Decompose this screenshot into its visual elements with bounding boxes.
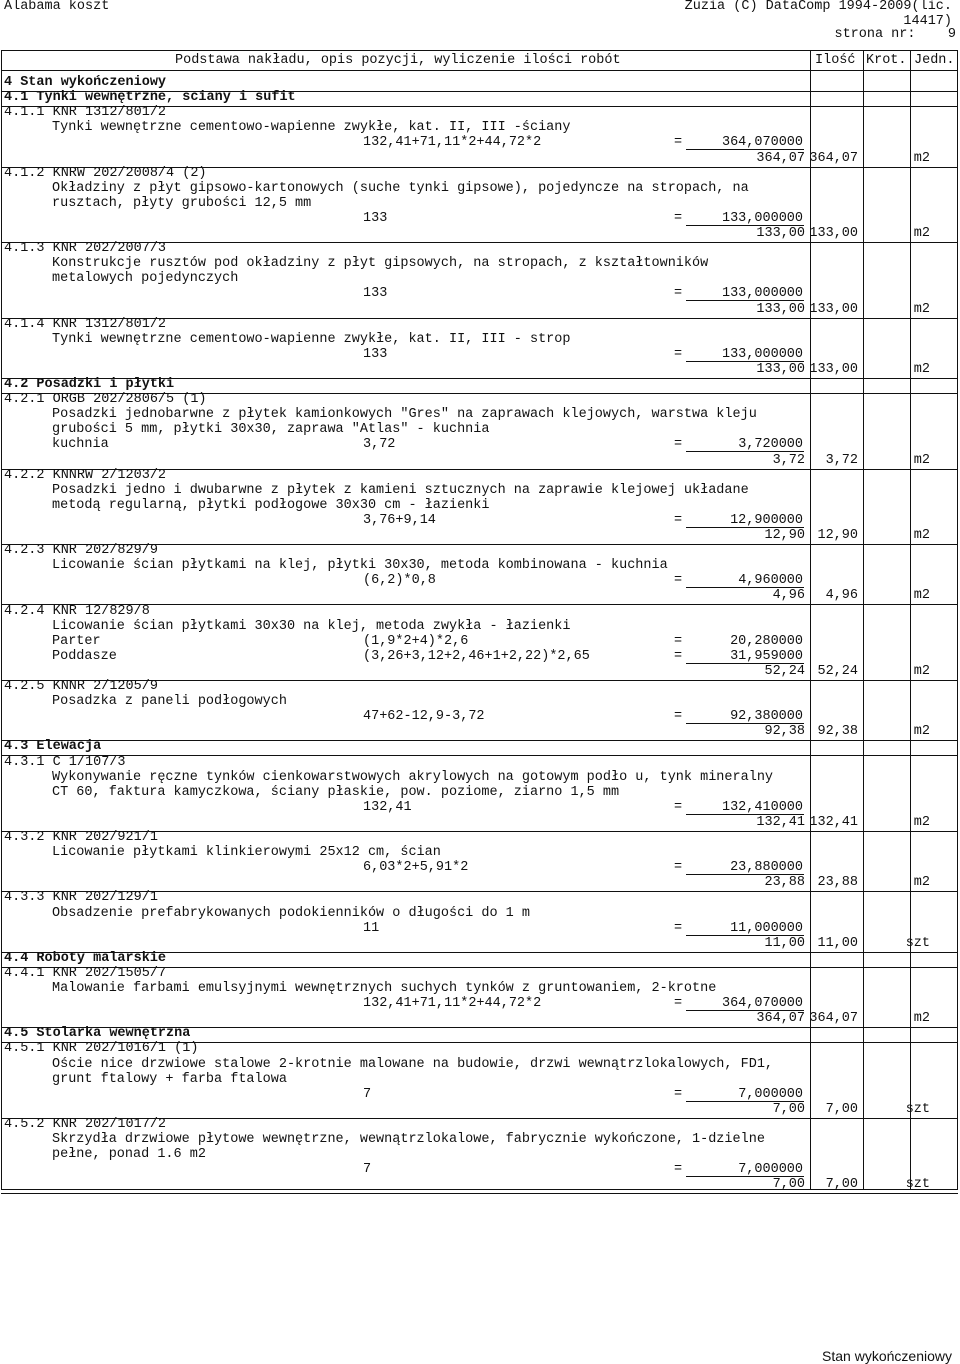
calc-equals: =	[674, 860, 683, 876]
sum-quantity: 132,41	[756, 814, 805, 830]
calc-expression: (3,26+3,12+2,46+1+2,22)*2,65	[363, 648, 590, 664]
sum-quantity: 133,00	[756, 226, 805, 241]
sum-quantity: 133,00	[756, 301, 805, 317]
position-code: 4.4.1 KNR 202/1505/7	[4, 965, 167, 981]
calc-equals: =	[674, 135, 683, 151]
position-code: 4.1.1 KNR 1312/801/2	[4, 105, 167, 121]
sum-unit: szt	[905, 935, 930, 951]
position-code: 4.1.4 KNR 1312/801/2	[4, 316, 167, 332]
calc-equals: =	[674, 210, 683, 226]
column-divider-krot	[863, 50, 864, 1190]
calc-value: 364,070000	[721, 135, 803, 151]
sum-multiplier: 364,07	[809, 1011, 858, 1027]
position-description: Licowanie płytkami klinkierowymi 25x12 cm, ścian	[52, 845, 441, 861]
sum-quantity: 12,90	[764, 528, 805, 543]
column-header-description: Podstawa nakładu, opis pozycji, wyliczenie ilości robót	[175, 53, 621, 68]
sum-multiplier: 12,90	[817, 528, 858, 543]
sum-unit: szt	[905, 1177, 930, 1193]
section-title: 4.3 Elewacja	[4, 739, 102, 755]
calc-equals: =	[674, 346, 683, 362]
sum-unit: m2	[913, 301, 930, 317]
section-title: 4.2 Posadzki i płytki	[4, 377, 175, 392]
calc-expression: 11	[363, 920, 380, 936]
section-divider	[1, 755, 958, 756]
document-header-license: 14417)	[903, 14, 952, 29]
footer-chapter-name: Stan wykończeniowy	[822, 1348, 952, 1364]
calc-expression: 132,41+71,11*2+44,72*2	[363, 996, 542, 1012]
sum-multiplier: 133,00	[809, 361, 858, 377]
column-divider-jedn	[910, 50, 911, 1190]
section-title: 4.1 Tynki wewnętrzne, sciany i sufit	[4, 90, 296, 106]
calc-value: 364,070000	[721, 996, 803, 1012]
position-description: rusztach, płyty grubości 12,5 mm	[52, 195, 312, 211]
sum-unit: m2	[913, 361, 930, 377]
position-description: metalowych pojedynczych	[52, 271, 239, 287]
position-code: 4.3.2 KNR 202/921/1	[4, 830, 158, 845]
position-description: grubości 5 mm, płytki 30x30, zaprawa "Atlas" - kuchnia	[52, 422, 490, 438]
sum-multiplier: 7,00	[825, 1177, 858, 1193]
calc-expression: 7	[363, 1086, 372, 1102]
sum-multiplier: 23,88	[817, 875, 858, 891]
position-description: Obsadzenie prefabrykowanych podokienników o długości do 1 m	[52, 905, 530, 921]
position-code: 4.3.3 KNR 202/129/1	[4, 890, 158, 906]
position-code: 4.2.3 KNR 202/829/9	[4, 543, 158, 559]
document-header-software: Zuzia (C) DataComp 1994-2009(lic.	[684, 0, 952, 14]
calc-label: Poddasze	[52, 648, 117, 664]
position-description: Posadzki jednobarwne z płytek kamionkowych "Gres" na zaprawach klejowych, warstwa kleju	[52, 407, 757, 423]
calc-value: 133,000000	[721, 346, 803, 362]
sum-quantity: 11,00	[764, 935, 805, 951]
position-description: pełne, ponad 1.6 m2	[52, 1147, 206, 1163]
column-header-krot: Krot.	[866, 53, 907, 68]
calc-equals: =	[674, 648, 683, 664]
position-code: 4.2.1 ORGB 202/2806/5 (1)	[4, 392, 207, 408]
position-description: Okładziny z płyt gipsowo-kartonowych (suche tynki gipsowe), pojedyncze na stropach, na	[52, 180, 749, 196]
sum-unit: m2	[913, 528, 930, 543]
calc-expression: (6,2)*0,8	[363, 573, 436, 589]
calc-expression: 132,41	[363, 799, 412, 815]
calc-expression: 47+62-12,9-3,72	[363, 709, 485, 725]
position-code: 4.1.3 KNR 202/2007/3	[4, 241, 167, 257]
position-description: Konstrukcje rusztów pod okładziny z płyt gipsowych, na stropach, z kształtowników	[52, 256, 709, 272]
sum-quantity: 4,96	[772, 588, 805, 604]
position-description: grunt ftalowy + farba ftalowa	[52, 1071, 287, 1087]
calc-value: 133,000000	[721, 210, 803, 226]
document-header-left: Alabama koszt	[4, 0, 110, 14]
calc-expression: 3,76+9,14	[363, 512, 436, 528]
sum-quantity: 364,07	[756, 150, 805, 166]
calc-expression: 3,72	[363, 437, 396, 453]
sum-unit: m2	[913, 150, 930, 166]
sum-multiplier: 92,38	[817, 724, 858, 740]
calc-value: 12,900000	[730, 512, 803, 528]
position-description: Licowanie ścian płytkami 30x30 na klej, metoda zwykła - łazienki	[52, 618, 571, 634]
position-description: Licowanie ścian płytkami na klej, płytki 30x30, metoda kombinowana - kuchnia	[52, 558, 668, 574]
position-description: Skrzydła drzwiowe płytowe wewnętrzne, wewnątrzlokalowe, fabrycznie wykończone, 1-dzielne	[52, 1132, 765, 1147]
sum-multiplier: 11,00	[817, 935, 858, 951]
sum-multiplier: 133,00	[809, 226, 858, 241]
calc-equals: =	[674, 1086, 683, 1102]
calc-equals: =	[674, 437, 683, 453]
page-number: strona nr: 9	[834, 27, 956, 42]
sum-quantity: 364,07	[756, 1011, 805, 1027]
sum-unit: m2	[913, 1011, 930, 1027]
sum-unit: m2	[913, 875, 930, 891]
position-code: 4.2.2 KNNRW 2/1203/2	[4, 467, 167, 483]
calc-value: 4,960000	[738, 573, 803, 589]
calc-value: 132,410000	[721, 799, 803, 815]
calc-equals: =	[674, 996, 683, 1012]
sum-multiplier: 3,72	[825, 452, 858, 468]
sum-quantity: 3,72	[772, 452, 805, 468]
position-description: Malowanie farbami emulsyjnymi wewnętrznych suchych tynków z gruntowaniem, 2-krotne	[52, 981, 717, 996]
position-description: metodą regularną, płytki podłogowe 30x30 cm - łazienki	[52, 497, 490, 513]
calc-equals: =	[674, 286, 683, 302]
calc-equals: =	[674, 1162, 683, 1178]
calc-expression: 132,41+71,11*2+44,72*2	[363, 135, 542, 151]
calc-expression: 133	[363, 286, 388, 302]
sum-quantity: 7,00	[772, 1177, 805, 1193]
calc-equals: =	[674, 512, 683, 528]
calc-value: 133,000000	[721, 286, 803, 302]
calc-value: 7,000000	[738, 1086, 803, 1102]
calc-label: Parter	[52, 633, 101, 649]
calc-equals: =	[674, 799, 683, 815]
column-header-jedn: Jedn.	[914, 53, 955, 68]
position-divider	[1, 1193, 958, 1194]
calc-equals: =	[674, 920, 683, 936]
sum-multiplier: 52,24	[817, 663, 858, 679]
position-description: Wykonywanie ręczne tynków cienkowarstwowych akrylowych na gotowym podło u, tynk mineralny	[52, 769, 774, 785]
calc-equals: =	[674, 709, 683, 725]
sum-unit: szt	[905, 1101, 930, 1117]
sum-quantity: 23,88	[764, 875, 805, 891]
position-description: CT 60, faktura kamyczkowa, ściany płaskie, pow. poziome, ziarno 1,5 mm	[52, 784, 620, 800]
calc-value: 23,880000	[730, 860, 803, 876]
calc-value: 7,000000	[738, 1162, 803, 1178]
position-description: Tynki wewnętrzne cementowo-wapienne zwykłe, kat. II, III -ściany	[52, 120, 571, 136]
section-title: 4.4 Roboty malarskie	[4, 950, 167, 966]
position-description: Tynki wewnętrzne cementowo-wapienne zwykłe, kat. II, III - strop	[52, 331, 571, 347]
position-code: 4.2.5 KNNR 2/1205/9	[4, 679, 158, 694]
sum-quantity: 7,00	[772, 1101, 805, 1117]
sum-unit: m2	[913, 226, 930, 241]
sum-unit: m2	[913, 724, 930, 740]
calc-expression: 6,03*2+5,91*2	[363, 860, 469, 876]
calc-expression: (1,9*2+4)*2,6	[363, 633, 469, 649]
position-code: 4.1.2 KNRW 202/2008/4 (2)	[4, 165, 207, 181]
sum-quantity: 52,24	[764, 663, 805, 679]
section-title: 4.5 Stolarka wewnętrzna	[4, 1026, 191, 1042]
calc-expression: 133	[363, 346, 388, 362]
column-header-ilosc: Ilość	[815, 53, 856, 68]
sum-multiplier: 133,00	[809, 301, 858, 317]
header-divider	[1, 70, 958, 71]
calc-value: 92,380000	[730, 709, 803, 725]
sum-unit: m2	[913, 814, 930, 830]
chapter-title: 4 Stan wykończeniowy	[4, 75, 167, 90]
calc-expression: 133	[363, 210, 388, 226]
calc-value: 20,280000	[730, 633, 803, 649]
sum-unit: m2	[913, 663, 930, 679]
position-description: Posadzka z paneli podłogowych	[52, 694, 287, 710]
calc-value: 31,959000	[730, 648, 803, 664]
sum-multiplier: 7,00	[825, 1101, 858, 1117]
calc-value: 3,720000	[738, 437, 803, 453]
calc-equals: =	[674, 633, 683, 649]
sum-quantity: 133,00	[756, 361, 805, 377]
position-code: 4.3.1 C 1/107/3	[4, 754, 126, 770]
calc-expression: 7	[363, 1162, 372, 1178]
sum-multiplier: 4,96	[825, 588, 858, 604]
position-code: 4.5.1 KNR 202/1016/1 (1)	[4, 1041, 199, 1057]
position-code: 4.2.4 KNR 12/829/8	[4, 603, 150, 619]
position-code: 4.5.2 KNR 202/1017/2	[4, 1116, 167, 1132]
sum-unit: m2	[913, 588, 930, 604]
calc-value: 11,000000	[730, 920, 803, 936]
calc-label: kuchnia	[52, 437, 109, 453]
sum-quantity: 92,38	[764, 724, 805, 740]
calc-equals: =	[674, 573, 683, 589]
position-description: Oście nice drzwiowe stalowe 2-krotnie malowane na budowie, drzwi wewnątrzlokalowych, FD1,	[52, 1056, 774, 1072]
sum-multiplier: 132,41	[809, 814, 858, 830]
position-divider	[1, 740, 958, 741]
sum-unit: m2	[913, 452, 930, 468]
position-description: Posadzki jedno i dwubarwne z płytek z kamieni sztucznych na zaprawie klejowej układane	[52, 482, 749, 498]
sum-multiplier: 364,07	[809, 150, 858, 166]
